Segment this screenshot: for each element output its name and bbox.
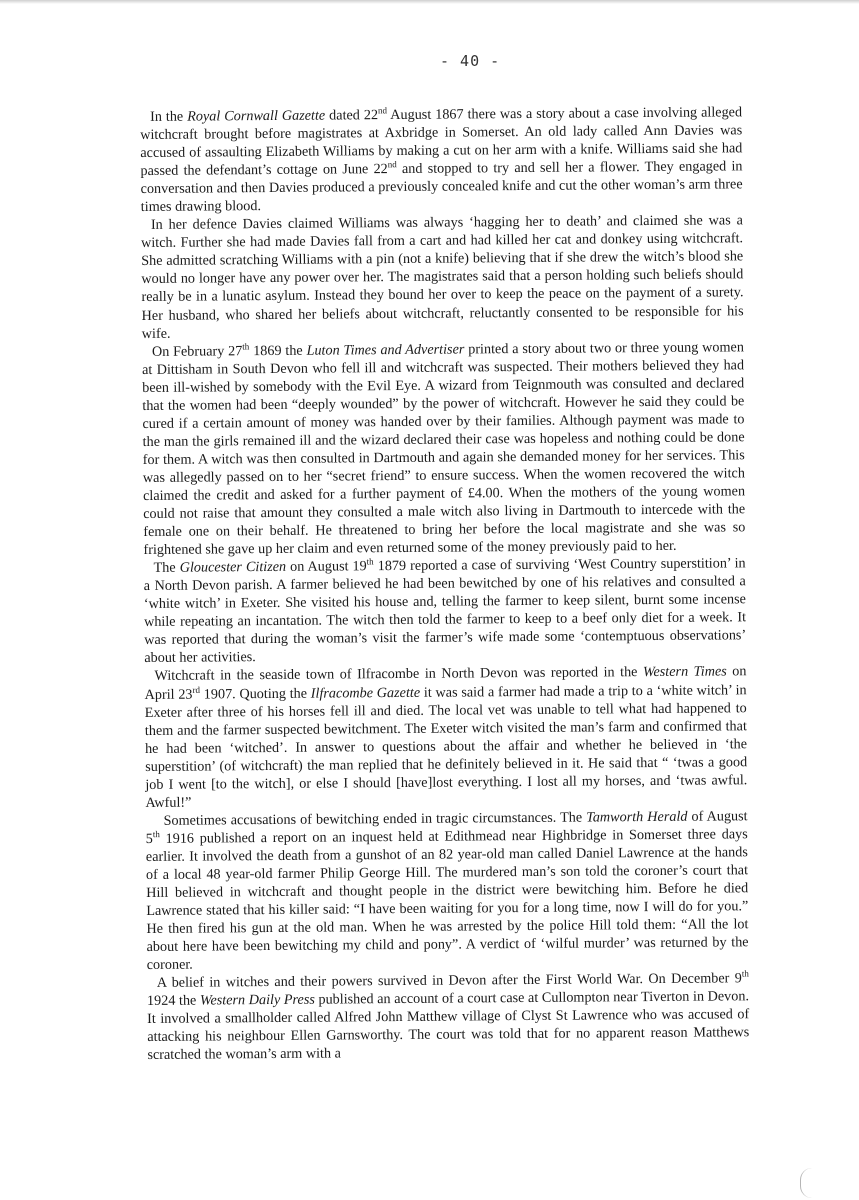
publication-title: Gloucester Citizen (179, 559, 287, 576)
ordinal-suffix: th (152, 829, 160, 840)
text-run: and stopped to try and sell her a flower. They engaged in conversation and then Davies produced a previously concealed knife and cut the other woman’s arm three times drawing blood. (140, 158, 743, 216)
text-run: 1907. Quoting the (199, 685, 311, 703)
text-run: printed a story about two or three young women at Dittisham in South Devon who fell ill and witchcraft was suspected. Their mothers believed they had been ill-wished by somebody with the Evil Eye. A wizard from Teignmouth was consulted and declared that the women had been “deeply wounded” by the power of witchcraft. However he said they could be cured if a certain amount of money was handed over by their families. Although payment was made to the man the girls remained ill and the wizard declared their case was hopeless and nothing could be done for them. A witch was then consulted in Dartmouth and again she demanded money for her services. This was allegedly passed on to her “secret friend” to ensure success. When the women recovered the witch claimed the credit and asked for a further payment of £4.00. When the mothers of the young women could not raise that amount they consulted a male witch also living in Dartmouth to intercede with the female one on their behalf. He threatened to bring her before the local magistrate and she was so frightened she gave up her claim and even returned some of the money previously paid to her. (141, 338, 746, 559)
ordinal-suffix: th (366, 556, 374, 567)
text-run: dated 22 (325, 107, 379, 124)
text-run: 1869 the (249, 342, 307, 359)
text-run: August 1867 there was a story about a case involving alleged witchcraft brought before magistrates at Axbridge in Somerset. An old lady called Ann Davies was accused of assaulting Elizabeth Williams by making a cut on her arm with a knife. Williams said she had passed the defendant’s cottage on June 22 (140, 104, 743, 180)
text-run: Sometimes accusations of bewitching ended in tragic circumstances. The (163, 809, 587, 829)
ordinal-suffix: nd (377, 105, 388, 116)
paragraph (141, 212, 744, 343)
text-run: it was said a farmer had made a trip to a ‘white witch’ in Exeter after three of his horses fell ill and died. The local vet was unable to tell what had happened to them and the farmer suspected bewitchment. The Exeter witch visited the man’s farm and confirmed that he had been ‘witched’. In answer to questions about the affair and whether he believed in ‘the superstition’ (of witchcraft) the man replied that he definitely believed in it. He said that “ ‘twas a good job I went [to the witch], or else I should [have]lost everything. I lost all my horses, and ‘twas awful. Awful!” (144, 681, 748, 811)
text-run: A belief in witches and their powers survived in Devon after the First World War. On December 9 (156, 970, 742, 992)
text-run: on August 19 (286, 558, 367, 576)
text-run: The (153, 559, 180, 577)
paragraph (144, 663, 747, 812)
ordinal-suffix: nd (387, 159, 397, 170)
text-run: 1924 the (146, 992, 200, 1010)
text-run: 1916 published a report on an inquest held at Edithmead near Highbridge in Somerset three days earlier. It involved the death from a gunshot of an 82 year-old man called Daniel Lawrence at the hands of a local 48 year-old farmer Philip George Hill. The murdered man’s son told the coroner’s court that Hill believed in witchcraft and thought people in the district were bewitching him. Before he died Lawrence stated that his killer said: “I have been waiting for you for a long time, now I will do for you.” He then fired his gun at the old man. When he was arrested by the police Hill told them: “All the lot about here have been bewitching my child and pony”. A verdict of ‘wilful murder’ was returned by the coroner. (145, 826, 749, 974)
text-run: In her defence Davies claimed Williams was always ‘hagging her to death’ and claimed she was a witch. Further she had made Davies fall from a cart and had killed her cat and donkey using witchcraft. She admitted scratching Williams with a pin (not a knife) believing that if she drew the witch’s blood she would no longer have any power over her. The magistrates said that a person holding such beliefs should really be in a lunatic asylum. Instead they bound her over to keep the peace on the payment of a surety. Her husband, who shared her beliefs about witchcraft, reluctantly consented to be responsible for his wife. (141, 212, 744, 342)
text-run: 1879 reported a case of surviving ‘West Country superstition’ in a North Devon parish. A farmer believed he had been bewitched by one of his relatives and consulted a ‘white witch’ in Exeter. She visited his house and, telling the farmer to keep silent, burnt some incense while repeating an incantation. The witch then told the farmer to keep to a beef only diet for a week. It was reported that during the woman’s visit the farmer’s wife made some ‘contemptuous observations’ about her activities. (143, 555, 747, 667)
text-run: of August 5 (145, 808, 748, 847)
publication-title: Western Times (642, 663, 727, 681)
scan-edge-mark (800, 1168, 815, 1198)
publication-title: Royal Cornwall Gazette (187, 107, 326, 125)
text-run: In the (150, 108, 188, 125)
paragraph (147, 969, 750, 1064)
publication-title: Western Daily Press (199, 991, 315, 1009)
scan-top-edge (0, 0, 859, 4)
publication-title: Ilfracombe Gazette (310, 684, 421, 702)
body-text (140, 103, 749, 1064)
text-run: published an account of a court case at Cullompton near Tiverton in Devon. It involved a smallholder called Alfred John Matthew village of Clyst St Lawrence who was accused of attacking his neighbour Ellen Garnsworthy. The court was told that for no apparent reason Matthews scratched the woman’s arm with a (147, 988, 750, 1064)
ordinal-suffix: th (741, 968, 749, 979)
paragraph (146, 807, 749, 974)
paragraph (144, 554, 747, 667)
text-run: Witchcraft in the seaside town of Ilfracombe in North Devon was reported in the (154, 664, 644, 685)
paragraph (140, 103, 743, 216)
text-run: On February 27 (151, 342, 243, 360)
ordinal-suffix: rd (192, 684, 200, 695)
paragraph (142, 338, 746, 559)
page-number: - 40 - (440, 52, 501, 70)
publication-title: Luton Times and Advertiser (306, 341, 465, 359)
ordinal-suffix: th (242, 341, 250, 352)
text-run: on April 23 (144, 663, 747, 703)
publication-title: Tamworth Herald (586, 808, 688, 826)
